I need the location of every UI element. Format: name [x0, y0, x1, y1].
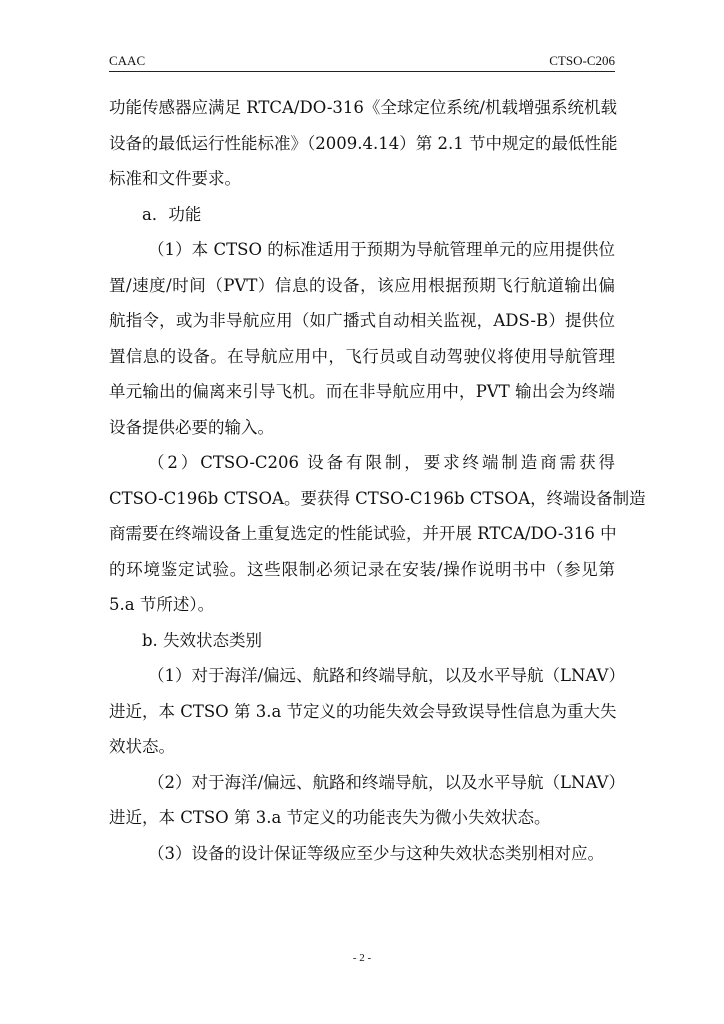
text-line: 设备提供必要的输入。 [109, 417, 274, 437]
text-line: 标准和文件要求。 [109, 169, 241, 188]
text-line: （1）本 CTSO 的标准适用于预期为导航管理单元的应用提供位 [148, 240, 615, 259]
text-line: 设备的最低运行性能标准》（2009.4.14）第 2.1 节中规定的最低性能 [109, 133, 618, 153]
text-line: （3）设备的设计保证等级应至少与这种失效状态类别相对应。 [148, 843, 604, 863]
text-line: （1）对于海洋/偏远、航路和终端导航，以及水平导航（LNAV） [148, 666, 625, 685]
text-line: 置信息的设备。在导航应用中，飞行员或自动驾驶仪将使用导航管理 [109, 346, 615, 366]
text-line: 商需要在终端设备上重复选定的性能试验，并开展 RTCA/DO-316 中 [109, 524, 617, 543]
text-line: 5.a 节所述）。 [109, 595, 215, 614]
text-line: 进近，本 CTSO 第 3.a 节定义的功能失效会导致误导性信息为重大失 [109, 701, 617, 721]
text-line: b. 失效状态类别 [142, 630, 263, 650]
text-line: 效状态。 [109, 737, 175, 756]
text-line: CTSO-C196b CTSOA。要获得 CTSO-C196b CTSOA，终端设备制造 [109, 488, 646, 508]
header-left-label: CAAC [109, 53, 146, 68]
text-line: 置/速度/时间（PVT）信息的设备，该应用根据预期飞行航道输出偏 [109, 275, 615, 295]
text-line: 航指令，或为非导航应用（如广播式自动相关监视，ADS-B）提供位 [109, 311, 615, 330]
header-right-label: CTSO-C206 [549, 53, 615, 68]
text-line: （2）CTSO-C206 设备有限制，要求终端制造商需获得 [148, 453, 615, 472]
text-line: 单元输出的偏离来引导飞机。而在非导航应用中，PVT 输出会为终端 [109, 382, 615, 401]
text-line: 功能传感器应满足 RTCA/DO-316《全球定位系统/机载增强系统机载 [109, 98, 617, 117]
page-header [109, 53, 615, 72]
text-line: 的环境鉴定试验。这些限制必须记录在安装/操作说明书中（参见第 [109, 559, 615, 579]
text-line: 进近，本 CTSO 第 3.a 节定义的功能丧失为微小失效状态。 [109, 808, 551, 827]
document-body [109, 90, 646, 871]
text-line: a．功能 [142, 204, 202, 224]
page-number: - 2 - [352, 952, 372, 964]
text-line: （2）对于海洋/偏远、航路和终端导航，以及水平导航（LNAV） [148, 772, 625, 792]
